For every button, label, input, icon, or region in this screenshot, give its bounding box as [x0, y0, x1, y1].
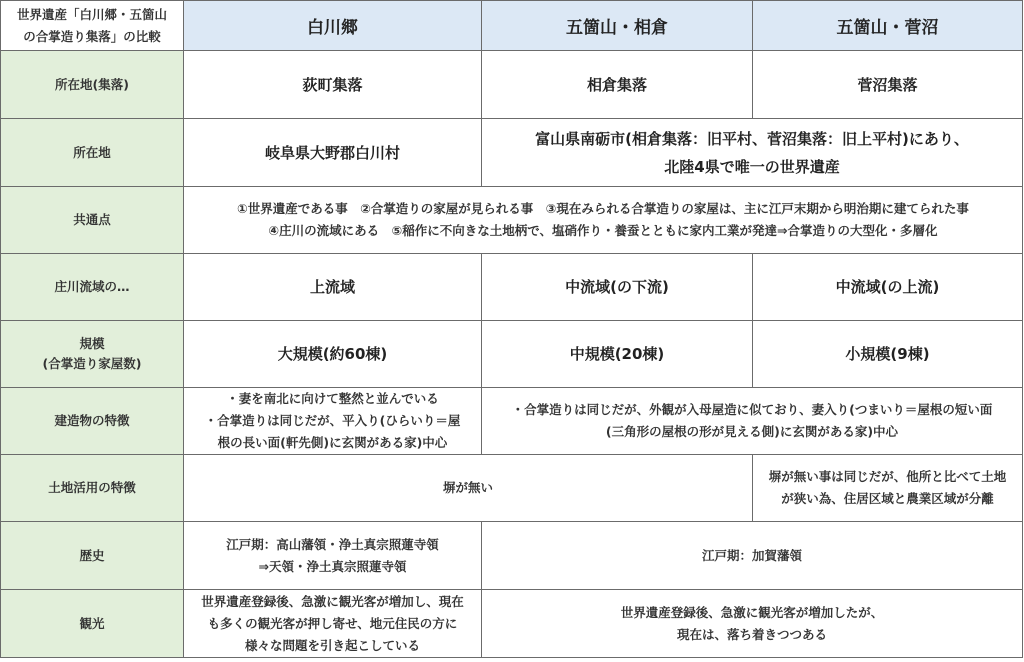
cell-settlement-suganuma: 菅沼集落: [753, 51, 1023, 119]
row-label-common: 共通点: [1, 187, 184, 254]
land-suganuma-line2: が狭い為、住居区域と農業区域が分離: [781, 491, 994, 506]
cell-history-gokayama: 江戸期：加賀藩領: [482, 522, 1023, 590]
table-title: [1, 1, 184, 51]
location-gokayama-line2: 北陸4県で唯一の世界遺産: [664, 157, 840, 176]
table-row-history: [1, 522, 1023, 590]
land-suganuma-line1: 塀が無い事は同じだが、他所と比べて土地: [768, 469, 1007, 484]
table-row-land: [1, 455, 1023, 522]
table-row-river: [1, 254, 1023, 321]
history-shirakawa-line1: 江戸期：高山藩領・浄土真宗照蓮寺領: [226, 536, 439, 552]
table-row-common: [1, 187, 1023, 254]
building-shirakawa-line2: ・合掌造りは同じだが、平入り(ひらいり＝屋: [204, 413, 461, 428]
cell-building-gokayama: [482, 388, 1023, 455]
table-row-settlement: [1, 51, 1023, 119]
tourism-gokayama-line2: 現在は、落ち着きつつある: [676, 626, 827, 642]
cell-river-shirakawa: 上流域: [184, 254, 482, 321]
common-line1: ①世界遺産である事 ②合掌造りの家屋が見られる事 ③現在みられる合掌造りの家屋は、主に江戸末期から明治期に建てられた事: [237, 201, 969, 216]
tourism-shirakawa-line1: 世界遺産登録後、急激に観光客が増加し、現在: [201, 593, 464, 609]
common-line2: ④庄川の流域にある ⑤稲作に不向きな土地柄で、塩硝作り・養蚕とともに家内工業が発達⇒合掌造りの大型化・多層化: [268, 223, 938, 238]
table-row-building: [1, 388, 1023, 455]
cell-land-shirakawa-ainokura: 塀が無い: [184, 455, 753, 522]
building-shirakawa-line1: ・妻を南北に向けて整然と並んでいる: [226, 391, 439, 406]
row-label-river: 庄川流域の…: [1, 254, 184, 321]
cell-scale-suganuma: 小規模(9棟): [753, 321, 1023, 388]
cell-settlement-shirakawa: 荻町集落: [184, 51, 482, 119]
row-label-location: 所在地: [1, 119, 184, 187]
cell-scale-shirakawa: 大規模(約60棟): [184, 321, 482, 388]
row-label-land: 土地活用の特徴: [1, 455, 184, 522]
table-row-scale: [1, 321, 1023, 388]
cell-settlement-ainokura: 相倉集落: [482, 51, 753, 119]
cell-river-ainokura: 中流域(の下流): [482, 254, 753, 321]
location-gokayama-line1: 富山県南砺市(相倉集落：旧平村、菅沼集落：旧上平村)にあり、: [535, 129, 969, 148]
cell-land-suganuma: [753, 455, 1023, 522]
row-label-tourism: 観光: [1, 590, 184, 658]
tourism-shirakawa-line3: 様々な問題を引き起こしている: [244, 637, 420, 653]
cell-location-shirakawa: 岐阜県大野郡白川村: [184, 119, 482, 187]
column-header-ainokura: 五箇山・相倉: [482, 1, 753, 51]
column-header-suganuma: 五箇山・菅沼: [753, 1, 1023, 51]
building-gokayama-line1: ・合掌造りは同じだが、外観が入母屋造に似ており、妻入り(つまいり＝屋根の短い面: [511, 402, 993, 417]
table-row-tourism: [1, 590, 1023, 658]
tourism-gokayama-line1: 世界遺産登録後、急激に観光客が増加したが、: [620, 604, 884, 620]
scale-label-line1: 規模: [79, 336, 105, 351]
row-label-settlement: 所在地(集落): [1, 51, 184, 119]
building-shirakawa-line3: 根の長い面(軒先側)に玄関がある家)中心: [217, 435, 448, 450]
cell-building-shirakawa: [184, 388, 482, 455]
cell-common-all: [184, 187, 1023, 254]
header-row: [1, 1, 1023, 51]
building-gokayama-line2: (三角形の屋根の形が見える側)に玄関がある家)中心: [605, 424, 899, 439]
cell-location-gokayama: [482, 119, 1023, 187]
table-title-line1: 世界遺産「白川郷・五箇山: [16, 6, 167, 22]
cell-tourism-shirakawa: [184, 590, 482, 658]
cell-river-suganuma: 中流域(の上流): [753, 254, 1023, 321]
row-label-scale: [1, 321, 184, 388]
column-header-shirakawa: 白川郷: [184, 1, 482, 51]
cell-history-shirakawa: [184, 522, 482, 590]
cell-scale-ainokura: 中規模(20棟): [482, 321, 753, 388]
row-label-history: 歴史: [1, 522, 184, 590]
scale-label-line2: (合掌造り家屋数): [42, 356, 142, 371]
history-shirakawa-line2: ⇒天領・浄土真宗照蓮寺領: [258, 558, 407, 574]
tourism-shirakawa-line2: も多くの観光客が押し寄せ、地元住民の方に: [207, 615, 458, 631]
cell-tourism-gokayama: [482, 590, 1023, 658]
table-row-location: [1, 119, 1023, 187]
table-title-line2: の合掌造り集落」の比較: [23, 28, 161, 44]
row-label-building: 建造物の特徴: [1, 388, 184, 455]
